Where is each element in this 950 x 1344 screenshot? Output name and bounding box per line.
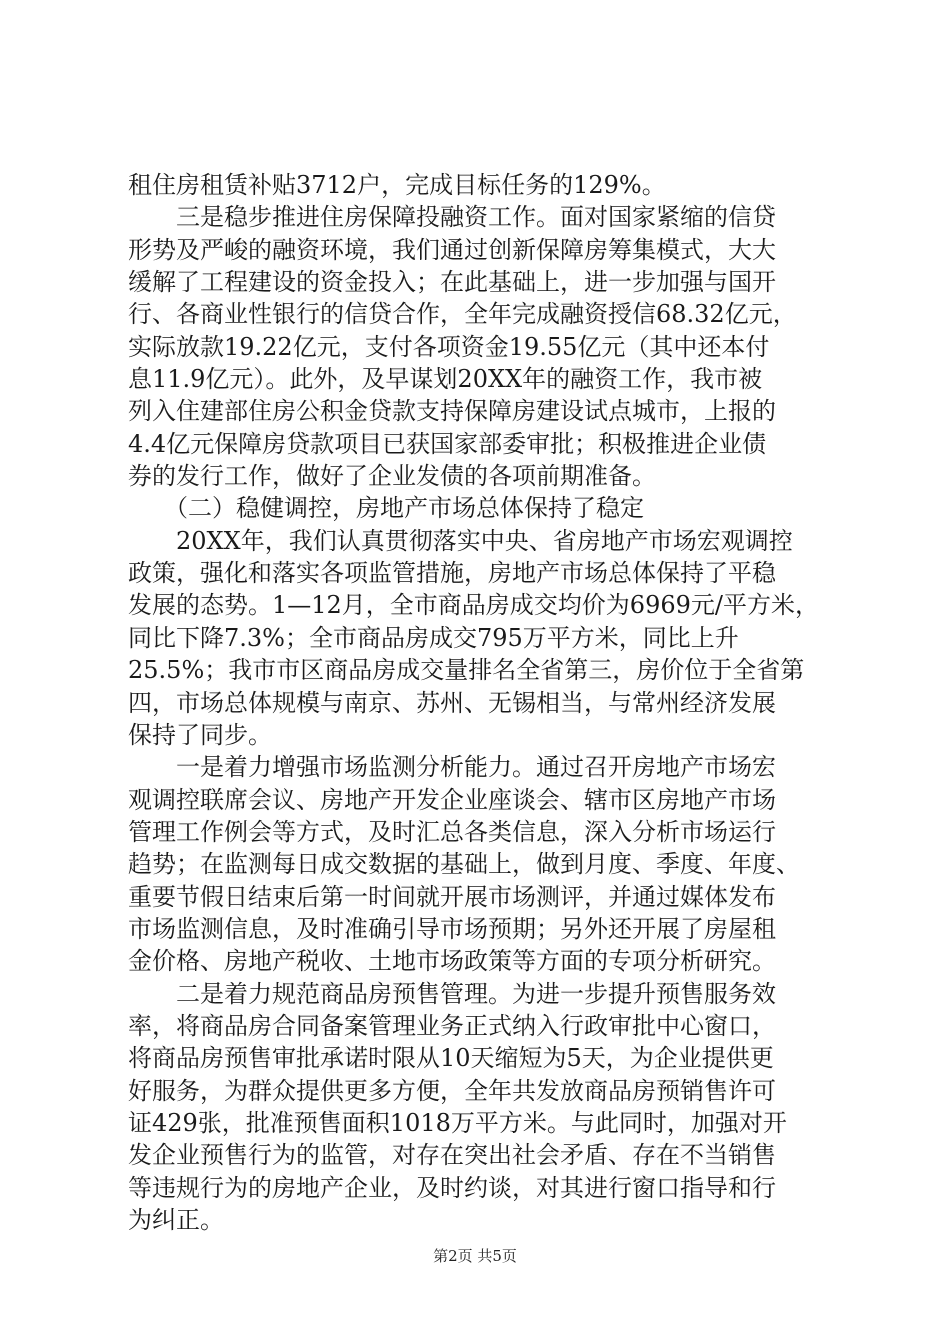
text-line: 好服务，为群众提供更多方便，全年共发放商品房预销售许可 bbox=[128, 1076, 776, 1105]
text-line: 同比下降7.3%；全市商品房成交795万平方米，同比上升 bbox=[128, 623, 739, 652]
text-line: 市场监测信息，及时准确引导市场预期；另外还开展了房屋租 bbox=[128, 914, 776, 943]
text-line: 4.4亿元保障房贷款项目已获国家部委审批；积极推进企业债 bbox=[128, 429, 767, 458]
text-line: 20XX年，我们认真贯彻落实中央、省房地产市场宏观调控 bbox=[128, 526, 793, 555]
text-line: 行、各商业性银行的信贷合作，全年完成融资授信68.32亿元， bbox=[128, 300, 797, 329]
text-line: 趋势；在监测每日成交数据的基础上，做到月度、季度、年度、 bbox=[128, 850, 800, 879]
text-line: 证429张，批准预售面积1018万平方米。与此同时，加强对开 bbox=[128, 1108, 787, 1137]
text-line: 将商品房预售审批承诺时限从10天缩短为5天，为企业提供更 bbox=[128, 1044, 774, 1073]
text-line: 息11.9亿元）。此外，及早谋划20XX年的融资工作，我市被 bbox=[128, 365, 763, 394]
text-line: 发企业预售行为的监管，对存在突出社会矛盾、存在不当销售 bbox=[128, 1141, 776, 1170]
text-line: 列入住建部住房公积金贷款支持保障房建设试点城市，上报的 bbox=[128, 397, 776, 426]
document-body bbox=[128, 169, 828, 1236]
text-line: 观调控联席会议、房地产开发企业座谈会、辖市区房地产市场 bbox=[128, 785, 776, 814]
page-number-footer: 第2页 共5页 bbox=[433, 1247, 517, 1265]
text-line: 等违规行为的房地产企业，及时约谈，对其进行窗口指导和行 bbox=[128, 1173, 776, 1202]
section-heading: （二）稳健调控，房地产市场总体保持了稳定 bbox=[128, 494, 644, 523]
text-line: 租住房租赁补贴3712户，完成目标任务的129%。 bbox=[128, 171, 666, 199]
text-line: 实际放款19.22亿元，支付各项资金19.55亿元（其中还本付 bbox=[128, 332, 770, 361]
text-line: 一是着力增强市场监测分析能力。通过召开房地产市场宏 bbox=[128, 753, 776, 782]
text-line: 三是稳步推进住房保障投融资工作。面对国家紧缩的信贷 bbox=[128, 203, 776, 232]
text-line: 管理工作例会等方式，及时汇总各类信息，深入分析市场运行 bbox=[128, 817, 776, 846]
text-line: 重要节假日结束后第一时间就开展市场测评，并通过媒体发布 bbox=[128, 882, 776, 911]
text-line: 形势及严峻的融资环境，我们通过创新保障房筹集模式，大大 bbox=[128, 235, 776, 264]
text-line: 政策，强化和落实各项监管措施，房地产市场总体保持了平稳 bbox=[128, 559, 776, 588]
text-line: 四，市场总体规模与南京、苏州、无锡相当，与常州经济发展 bbox=[128, 688, 776, 717]
text-line: 券的发行工作，做好了企业发债的各项前期准备。 bbox=[128, 462, 656, 491]
text-line: 金价格、房地产税收、土地市场政策等方面的专项分析研究。 bbox=[128, 947, 776, 976]
text-line: 25.5%；我市市区商品房成交量排名全省第三，房价位于全省第 bbox=[128, 656, 805, 685]
text-line: 发展的态势。1—12月，全市商品房成交均价为6969元/平方米， bbox=[128, 591, 819, 620]
text-line: 为纠正。 bbox=[128, 1206, 224, 1234]
text-line: 缓解了工程建设的资金投入；在此基础上，进一步加强与国开 bbox=[128, 268, 776, 297]
text-line: 保持了同步。 bbox=[128, 720, 272, 749]
text-line: 二是着力规范商品房预售管理。为进一步提升预售服务效 bbox=[128, 979, 776, 1008]
text-line: 率，将商品房合同备案管理业务正式纳入行政审批中心窗口， bbox=[128, 1011, 776, 1040]
